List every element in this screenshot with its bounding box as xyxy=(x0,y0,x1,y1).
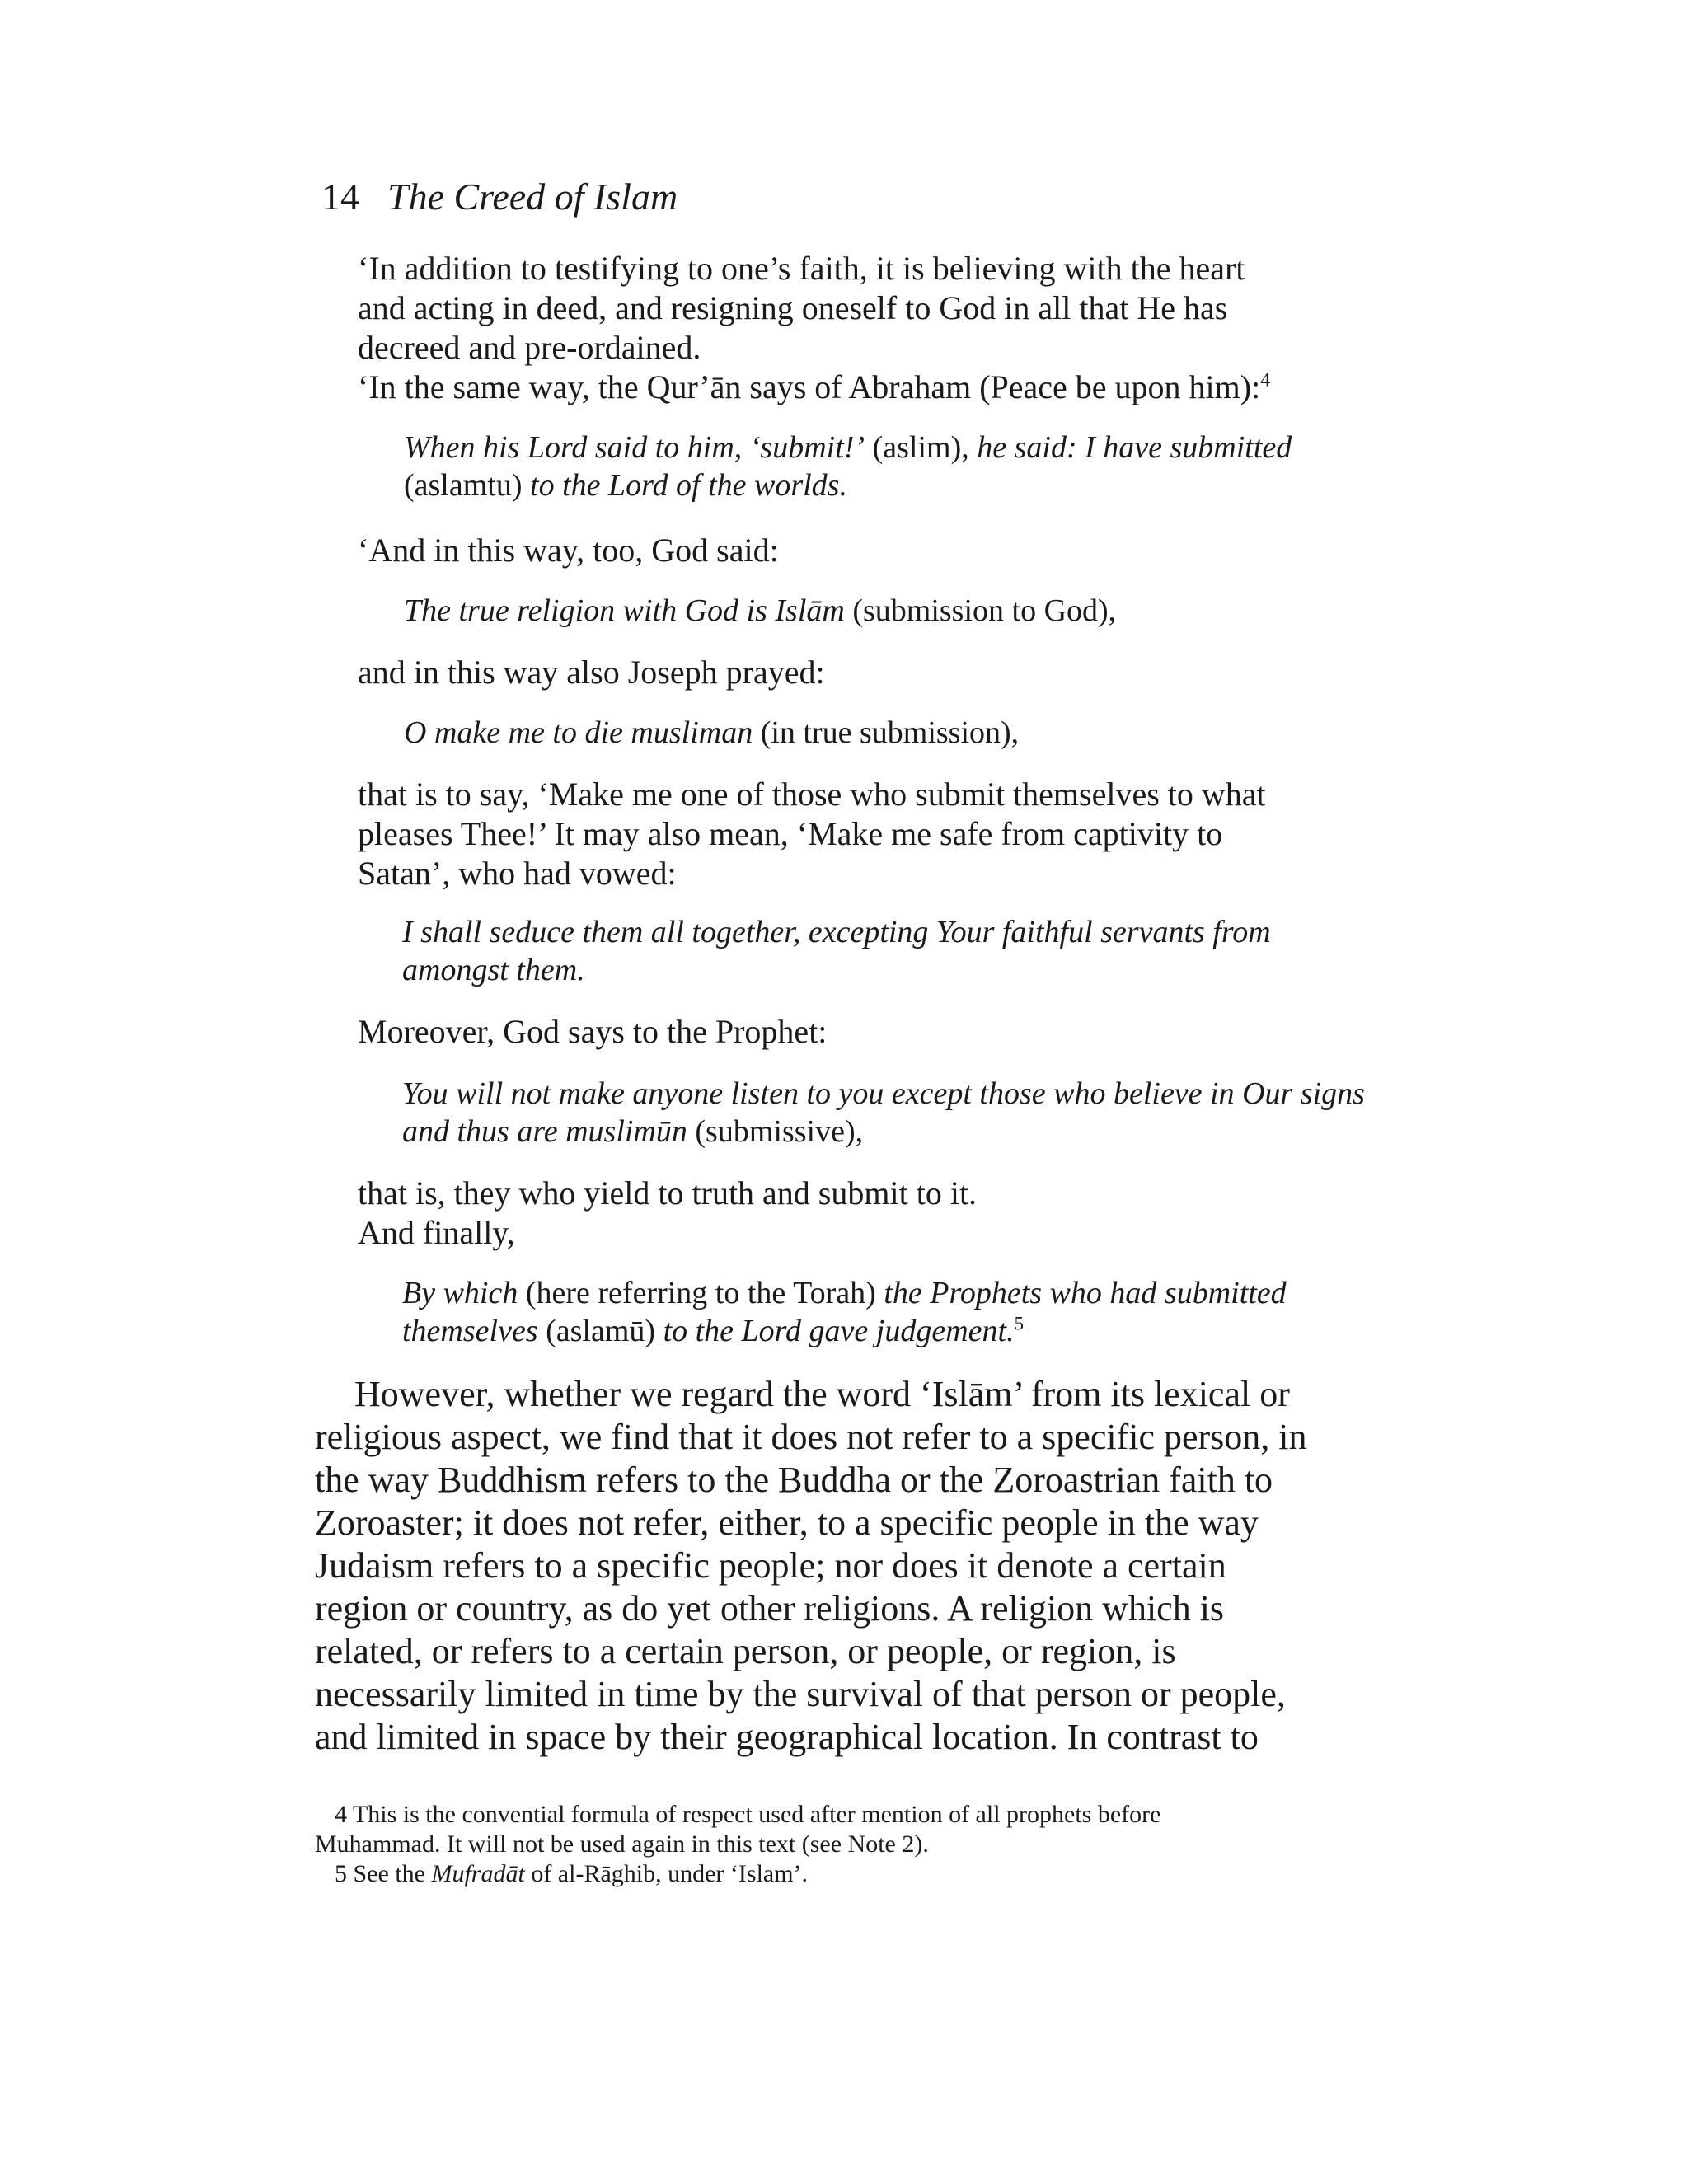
quote-line: (aslamtu) to the Lord of the worlds. xyxy=(404,468,847,503)
quote-torah: By which (here referring to the Torah) the Prophets who had submitted themselves (aslamū) to the Lord gave judgement.$^5$ xyxy=(402,1276,1287,1348)
text-line: decreed and pre-ordained. xyxy=(358,329,701,366)
footnote-ref-4: 4 xyxy=(1260,369,1271,391)
footnote-5: 5 See the Mufradāt of al-Rāghib, under ‘Islam’. xyxy=(335,1860,809,1887)
footnote-4-line: 4 This is the convential formula of respect used after mention of all prophets before xyxy=(335,1801,1161,1828)
quote-line: When his Lord said to him, ‘submit!’ (aslim), he said: I have submitted xyxy=(404,430,1292,465)
text-line: ‘In the same way, the Qur’ān says of Abraham (Peace be upon him):$^4$ xyxy=(358,368,1271,405)
text-line: ‘In addition to testifying to one’s faith, it is believing with the heart xyxy=(358,250,1245,287)
quote-true-religion: The true religion with God is Islām (submission to God), xyxy=(404,593,1117,628)
text-line-joseph: and in this way also Joseph prayed: xyxy=(358,654,825,691)
text-line-god-said: ‘And in this way, too, God said: xyxy=(358,532,779,569)
paragraph-make-me xyxy=(358,775,1386,893)
opening-paragraph xyxy=(358,249,1386,407)
text-line: pleases Thee!’ It may also mean, ‘Make me safe from captivity to xyxy=(358,815,1223,852)
text-line: region or country, as do yet other religions. A religion which is xyxy=(315,1588,1225,1629)
text-line: Satan’, who had vowed: xyxy=(358,855,677,892)
footnote-4-line: Muhammad. It will not be used again in this text (see Note 2). xyxy=(315,1830,929,1858)
text-line: However, whether we regard the word ‘Islām’ from its lexical or xyxy=(354,1374,1290,1414)
running-title: The Creed of Islam xyxy=(387,176,678,218)
text-line: and limited in space by their geographical location. In contrast to xyxy=(315,1717,1259,1757)
quote-abraham xyxy=(404,429,1393,504)
text-line: the way Buddhism refers to the Buddha or the Zoroastrian faith to xyxy=(315,1460,1273,1500)
quote-joseph-prayer: O make me to die musliman (in true submission), xyxy=(404,715,1020,750)
footnotes xyxy=(315,1800,1386,1889)
main-paragraph xyxy=(315,1373,1386,1759)
paragraph-finally xyxy=(358,1174,1386,1253)
text-line: necessarily limited in time by the survival of that person or people, xyxy=(315,1674,1286,1714)
quote-prophet: You will not make anyone listen to you except those who believe in Our signs and thus are muslimūn (submissive), xyxy=(402,1076,1365,1149)
text-line: that is, they who yield to truth and submit to it. xyxy=(358,1174,978,1212)
text-line: religious aspect, we find that it does not refer to a specific person, in xyxy=(315,1417,1307,1457)
text-line: and acting in deed, and resigning oneself to God in all that He has xyxy=(358,289,1228,326)
text-line: Judaism refers to a specific people; nor does it denote a certain xyxy=(315,1545,1226,1586)
text-line: that is to say, ‘Make me one of those who submit themselves to what xyxy=(358,776,1266,813)
quote-satan: I shall seduce them all together, excepting Your faithful servants from amongst them. xyxy=(402,915,1271,987)
text-line-moreover: Moreover, God says to the Prophet: xyxy=(358,1013,828,1050)
text-line: Zoroaster; it does not refer, either, to a specific people in the way xyxy=(315,1502,1259,1543)
page-number: 14 xyxy=(321,176,359,218)
footnote-ref-5: 5 xyxy=(1014,1313,1024,1334)
text-line: related, or refers to a certain person, or people, or region, is xyxy=(315,1631,1176,1671)
text-line: And finally, xyxy=(358,1214,515,1251)
page-header xyxy=(321,175,678,218)
